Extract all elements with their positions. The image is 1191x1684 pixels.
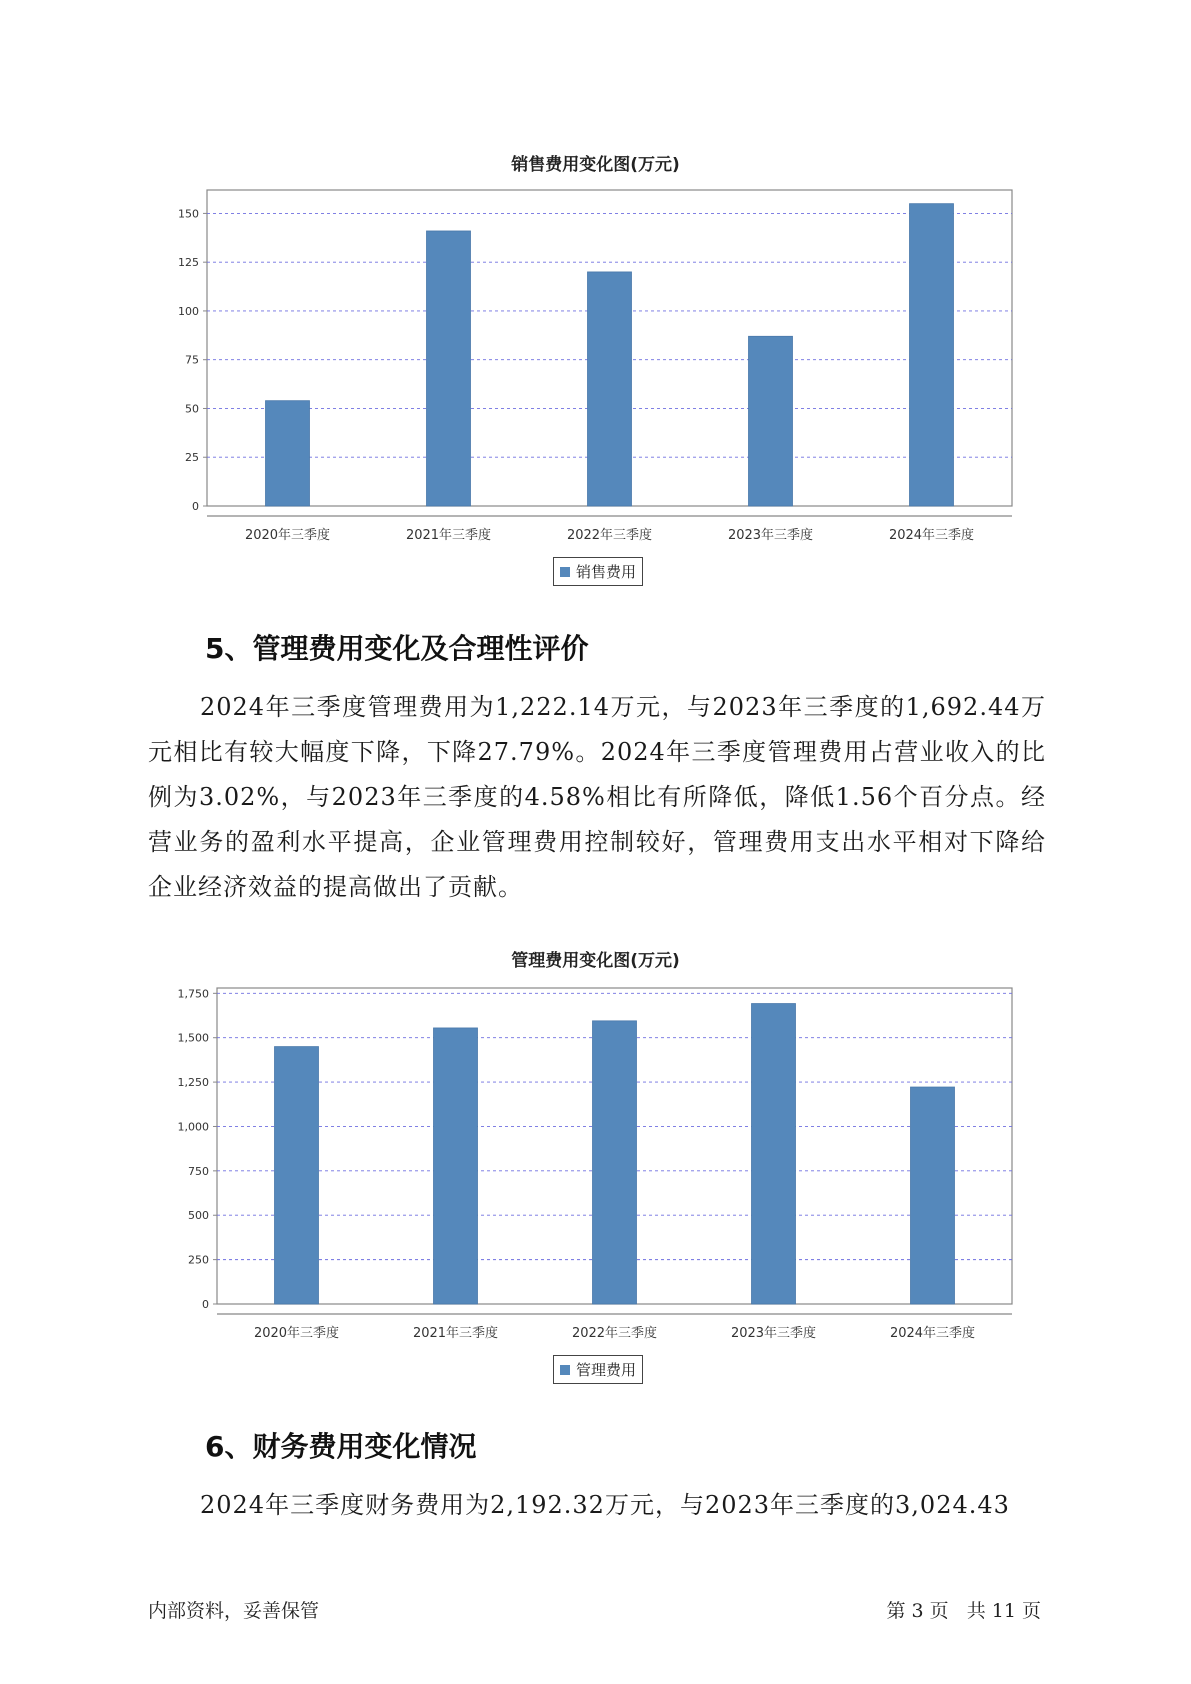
x-category-label: 2023年三季度 <box>730 1326 817 1341</box>
x-category-label: 2021年三季度 <box>405 528 492 543</box>
footer-page-number: 第 3 页 共 11 页 <box>886 1600 1041 1622</box>
x-category-label: 2024年三季度 <box>889 1326 976 1341</box>
section6-paragraph-text: 2024年三季度财务费用为2,192.32万元，与2023年三季度的3,024.43 <box>200 1491 1010 1519</box>
y-tick-label: 150 <box>178 207 199 221</box>
y-tick-label: 50 <box>185 402 199 416</box>
y-tick-label: 500 <box>188 1209 209 1223</box>
bar-2020年三季度 <box>275 1047 319 1304</box>
y-tick-label: 1,250 <box>177 1076 209 1090</box>
x-category-label: 2020年三季度 <box>253 1326 340 1341</box>
y-tick-label: 1,750 <box>177 987 209 1001</box>
section5-paragraph-text: 2024年三季度管理费用为1,222.14万元，与2023年三季度的1,692.44万元相比有较大幅度下降，下降27.79%。2024年三季度管理费用占营业收入的比例为3.02%，与2023年三季度的4.58%相比有所降低，降低1.56个百分点。经营业务的盈利水平提高，企业管理费用控制较好，管理费用支出水平相对下降给企业经济效益的提高做出了贡献。 <box>148 693 1046 901</box>
chart2-title: 管理费用变化图(万元) <box>511 951 680 971</box>
chart2-legend <box>553 1355 643 1384</box>
y-tick-label: 125 <box>178 256 199 270</box>
section6-heading: 6、财务费用变化情况 <box>205 1430 477 1463</box>
bar-2023年三季度 <box>752 1004 796 1304</box>
x-category-label: 2021年三季度 <box>412 1326 499 1341</box>
x-category-label: 2020年三季度 <box>244 528 331 543</box>
section6-paragraph <box>148 1483 1046 1528</box>
chart1-title: 销售费用变化图(万元) <box>511 155 680 175</box>
x-category-label: 2022年三季度 <box>566 528 653 543</box>
chart1-legend-label: 销售费用 <box>576 563 637 581</box>
y-tick-label: 750 <box>188 1164 209 1178</box>
chart2-legend-label: 管理费用 <box>576 1361 637 1379</box>
bar-2022年三季度 <box>593 1021 637 1304</box>
y-tick-label: 250 <box>188 1253 209 1267</box>
section5-heading: 5、管理费用变化及合理性评价 <box>205 632 589 665</box>
footer-left: 内部资料，妥善保管 <box>148 1600 320 1622</box>
bar-2021年三季度 <box>434 1028 478 1304</box>
y-tick-label: 100 <box>178 304 199 318</box>
y-tick-label: 1,500 <box>177 1031 209 1045</box>
bar-2024年三季度 <box>911 1087 955 1304</box>
y-tick-label: 25 <box>185 451 199 465</box>
y-tick-label: 0 <box>202 1298 209 1311</box>
legend-swatch-icon <box>560 1365 570 1375</box>
y-tick-label: 1,000 <box>177 1120 209 1134</box>
x-category-label: 2022年三季度 <box>571 1326 658 1341</box>
y-tick-label: 0 <box>192 500 199 513</box>
x-category-label: 2024年三季度 <box>888 528 975 543</box>
x-category-label: 2023年三季度 <box>727 528 814 543</box>
y-tick-label: 75 <box>185 353 199 367</box>
